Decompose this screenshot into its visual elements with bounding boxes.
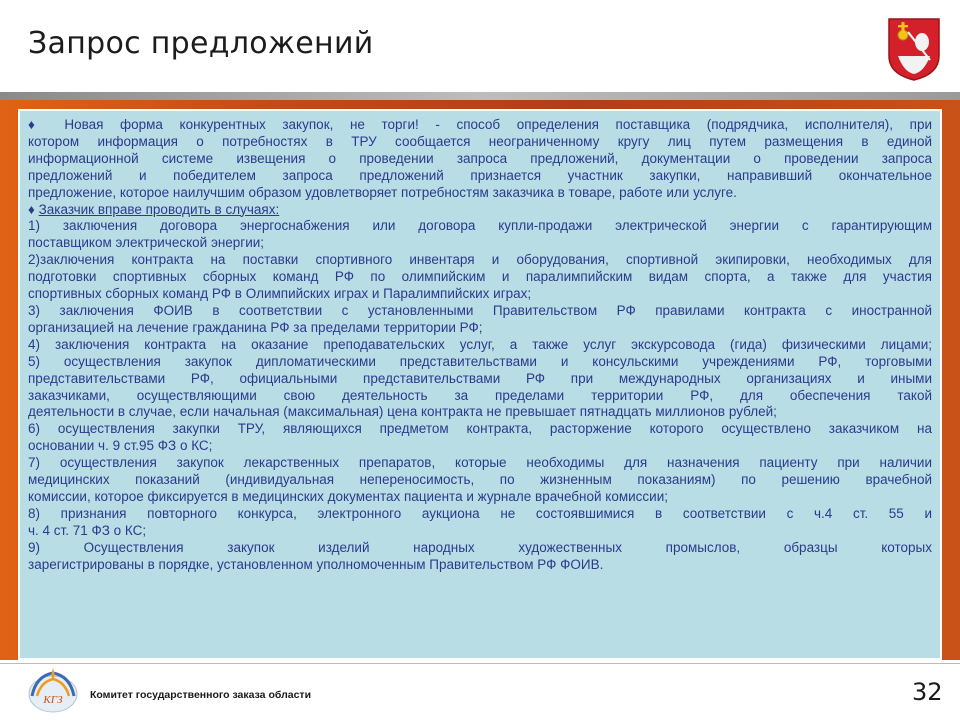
footer-divider bbox=[0, 663, 960, 664]
paragraph-line: 7) осуществления закупок лекарственных препаратов, которые необходимы для назначения пациенту при наличии bbox=[28, 455, 932, 471]
slide-title: Запрос предложений bbox=[28, 26, 374, 61]
paragraph-line: зарегистрированы в порядке, установленном уполномоченным Правительством РФ ФОИВ. bbox=[28, 556, 604, 572]
paragraph-line: 9) Осуществления закупок изделий народных художественных промыслов, образцы которых bbox=[28, 539, 932, 555]
paragraph-line: 3) заключения ФОИВ в соответствии с установленными Правительством РФ правилами контракта с иностранной bbox=[28, 302, 932, 318]
footer-org-name: Комитет государственного заказа области bbox=[90, 689, 312, 701]
paragraph-line: 1) заключения договора энергоснабжения или договора купли-продажи электрической энергии с гарантирующим bbox=[28, 218, 932, 234]
paragraph-line: котором информация о потребностях в ТРУ сообщается неограниченному кругу лиц путем размещения в единой bbox=[28, 133, 932, 149]
paragraph-line: представительствами РФ, официальными представительствами РФ при международных организациях и иными bbox=[28, 370, 932, 386]
paragraph-line: подготовки спортивных сборных команд РФ по олимпийским и паралимпийским видам спорта, а также для участия bbox=[28, 269, 932, 285]
page-number: 32 bbox=[912, 678, 943, 706]
paragraph-line: предложение, которое наилучшим образом удовлетворяет потребностям заказчика в товаре, работе или услуге. bbox=[28, 184, 737, 200]
cases-heading bbox=[28, 202, 932, 219]
committee-logo-icon bbox=[26, 666, 80, 716]
paragraph-line: организацией на лечение гражданина РФ за пределами территории РФ; bbox=[28, 319, 483, 335]
paragraph-line: 5) осуществления закупок дипломатическими представительствами и консульскими учреждениями РФ, торговыми bbox=[28, 353, 932, 369]
paragraph-line: 4) заключения контракта на оказание преподавательских услуг, а также услуг экскурсовода (гида) физическими лицами; bbox=[28, 336, 932, 352]
paragraph-line: комиссии, которое фиксируется в медицинских документах пациента и журнале врачебной комиссии; bbox=[28, 488, 669, 504]
bullet-marker: ♦ bbox=[28, 201, 39, 217]
paragraph-line: 6) осуществления закупки ТРУ, являющихся предметом контракта, расторжение которого осуществлено заказчиком на bbox=[28, 421, 932, 437]
logo-text: КГЗ bbox=[43, 694, 63, 706]
paragraph-line: информационной системе извещения о проведении запроса предложений, документации о проведении запроса bbox=[28, 150, 932, 166]
coat-of-arms-icon bbox=[886, 16, 942, 82]
header-divider-band bbox=[0, 92, 960, 100]
paragraph-line: заказчиками, осуществляющими свою деятельность за пределами территории РФ, для обеспечения такой bbox=[28, 387, 932, 403]
cases-heading-text: Заказчик вправе проводить в случаях: bbox=[38, 201, 280, 217]
paragraph-line: 8) признания повторного конкурса, электронного аукциона не состоявшимися в соответствии с ч.4 ст. 55 и bbox=[28, 505, 932, 521]
paragraph-line: предложений и победителем запроса предложений признается участник закупки, направивший окончательное bbox=[28, 167, 932, 183]
paragraph-line: основании ч. 9 ст.95 ФЗ о КС; bbox=[28, 438, 213, 454]
slide-body-text bbox=[28, 117, 932, 573]
paragraph-line: поставщиком электрической энергии; bbox=[28, 235, 265, 251]
paragraph-line: деятельности в случае, если начальная (максимальная) цена контракта не превышает пятнадцать миллионов рублей; bbox=[28, 404, 777, 420]
paragraph-line: спортивных сборных команд РФ в Олимпийских играх и Паралимпийских играх; bbox=[28, 286, 532, 302]
paragraph-line: ♦ Новая форма конкурентных закупок, не торги! - способ определения поставщика (подрядчика, исполнителя), при bbox=[28, 117, 932, 132]
paragraph-line: ч. 4 ст. 71 ФЗ о КС; bbox=[28, 522, 147, 538]
slide-header bbox=[0, 0, 960, 92]
paragraph-line: медицинских показаний (индивидуальная непереносимость, по жизненным показаниям) по решению врачебной bbox=[28, 472, 932, 488]
paragraph-line: 2)заключения контракта на поставки спортивного инвентаря и оборудования, спортивной экипировки, необходимых для bbox=[28, 252, 932, 268]
